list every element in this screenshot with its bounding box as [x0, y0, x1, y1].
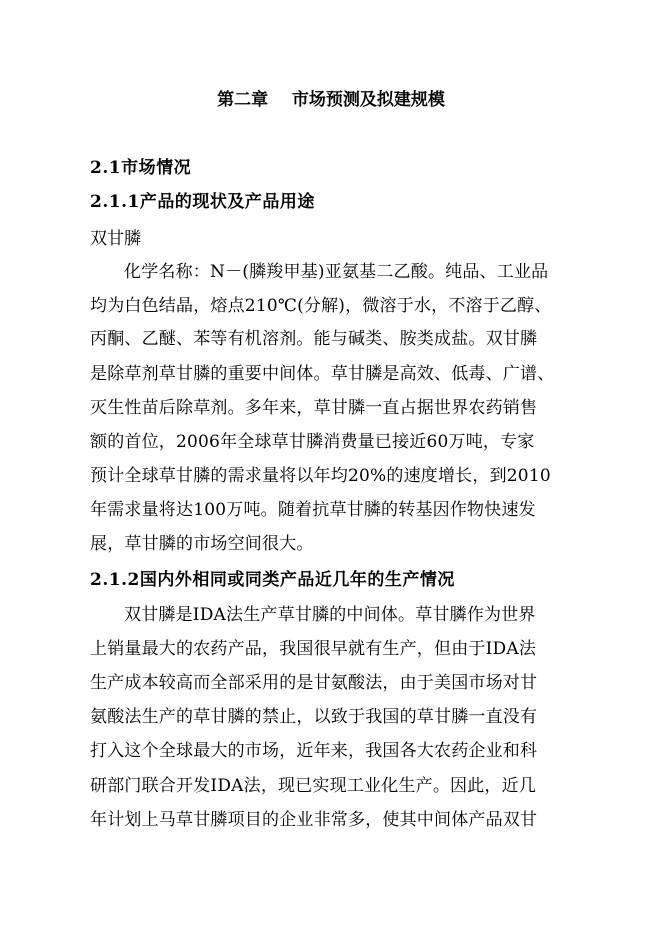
paragraph-line: 是除草剂草甘膦的重要中间体。草甘膦是高效、低毒、广谱、: [90, 364, 555, 384]
paragraph-line: 丙酮、乙醚、苯等有机溶剂。能与碱类、胺类成盐。双甘膦: [90, 329, 538, 349]
section-heading-2-1-2: 2.1.2国内外相同或同类产品近几年的生产情况: [90, 570, 455, 590]
paragraph-line: 年需求量将达100万吨。随着抗草甘膦的转基因作物快速发: [90, 500, 536, 520]
paragraph-line: 额的首位，2006年全球草甘膦消费量已接近60万吨，专家: [90, 432, 535, 452]
paragraph-line: 氨酸法生产的草甘膦的禁止，以致于我国的草甘膦一直没有: [90, 707, 538, 727]
paragraph-line: 化学名称：N－(膦羧甲基)亚氨基二乙酸。纯品、工业品: [124, 262, 549, 282]
paragraph-line: 打入这个全球最大的市场，近年来，我国各大农药企业和科: [90, 741, 538, 761]
section-heading-2-1-1: 2.1.1产品的现状及产品用途: [90, 192, 315, 212]
product-name: 双甘膦: [90, 229, 141, 249]
paragraph-line: 展，草甘膦的市场空间很大。: [90, 534, 314, 554]
paragraph-line: 预计全球草甘膦的需求量将以年均20%的速度增长，到2010: [90, 466, 551, 486]
section-heading-2-1: 2.1市场情况: [90, 158, 192, 178]
paragraph-line: 双甘膦是IDA法生产草甘膦的中间体。草甘膦作为世界: [124, 605, 536, 625]
paragraph-line: 年计划上马草甘膦项目的企业非常多，使其中间体产品双甘: [90, 810, 538, 830]
paragraph-line: 上销量最大的农药产品，我国很早就有生产，但由于IDA法: [90, 639, 537, 659]
paragraph-line: 研部门联合开发IDA法，现已实现工业化生产。因此，近几: [90, 776, 537, 796]
paragraph-line: 灭生性苗后除草剂。多年来，草甘膦一直占据世界农药销售: [90, 398, 538, 418]
chapter-title: 第二章 市场预测及拟建规模: [217, 90, 445, 110]
paragraph-line: 均为白色结晶，熔点210℃(分解)，微溶于水，不溶于乙醇、: [90, 296, 552, 316]
paragraph-line: 生产成本较高而全部采用的是甘氨酸法，由于美国市场对甘: [90, 673, 538, 693]
